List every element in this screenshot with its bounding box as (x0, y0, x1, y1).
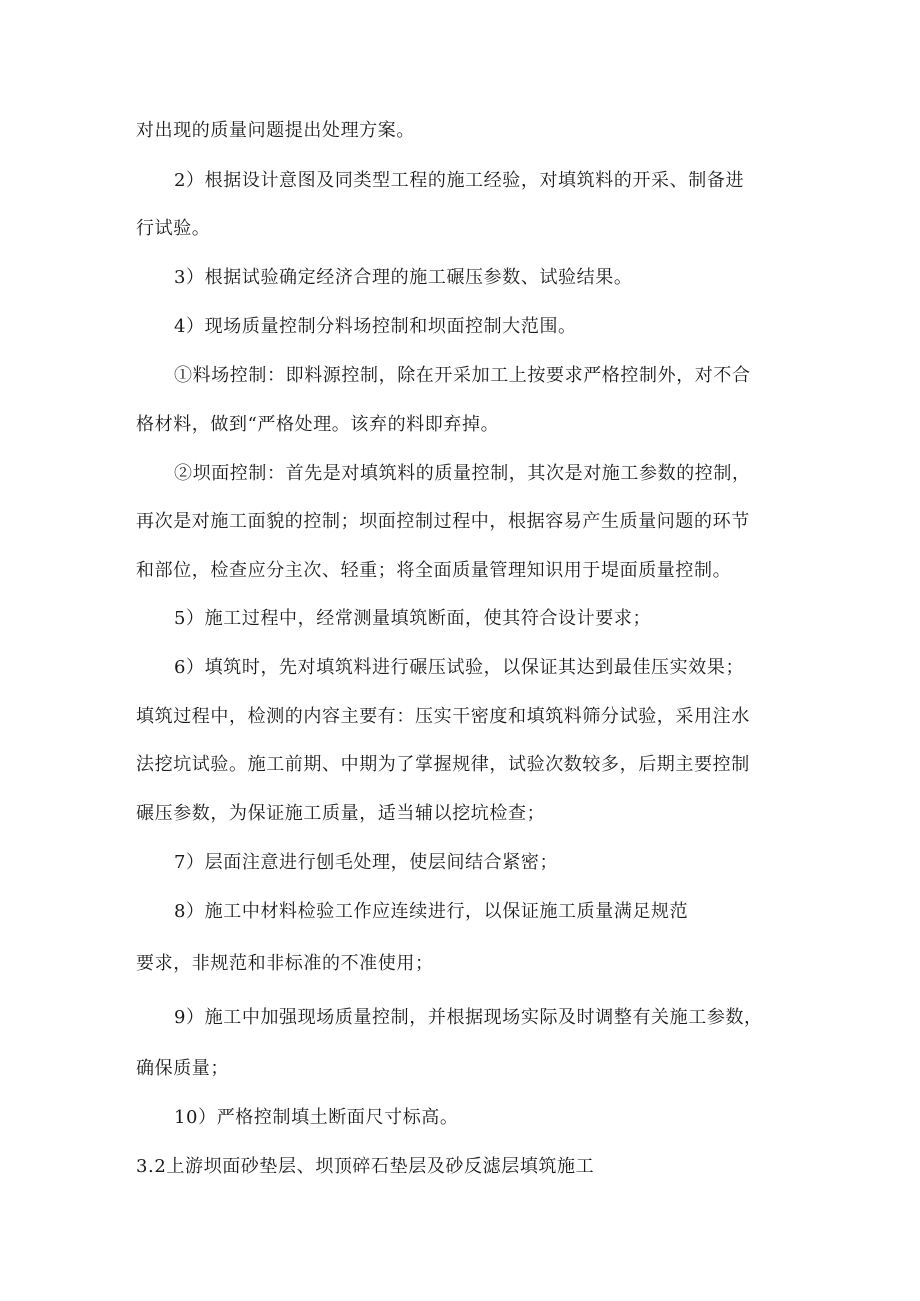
text-line: 对出现的质量问题提出处理方案。 (136, 120, 415, 141)
list-item-8: 8）施工中材料检验工作应连续进行，以保证施工质量满足规范 (174, 901, 689, 922)
text-line: 要求，非规范和非标准的不准使用； (136, 953, 434, 974)
sub-item-stockyard-control: ①料场控制：即料源控制，除在开采加工上按要求严格控制外，对不合 (174, 365, 751, 386)
list-item-5: 5）施工过程中，经常测量填筑断面，使其符合设计要求； (174, 608, 652, 629)
text-line: 和部位，检查应分主次、轻重；将全面质量管理知识用于堤面质量控制。 (136, 560, 732, 581)
list-item-7: 7）层面注意进行刨毛处理，使层间结合紧密； (174, 852, 559, 873)
text-line: 填筑过程中，检测的内容主要有：压实干密度和填筑料筛分试验，采用注水 (136, 706, 750, 727)
list-item-3: 3）根据试验确定经济合理的施工碾压参数、试验结果。 (174, 267, 633, 288)
text-line: 再次是对施工面貌的控制；坝面控制过程中，根据容易产生质量问题的环节 (136, 511, 750, 532)
list-item-2: 2）根据设计意图及同类型工程的施工经验，对填筑料的开采、制备进 (174, 170, 745, 191)
list-item-4: 4）现场质量控制分料场控制和坝面控制大范围。 (174, 316, 577, 337)
text-line: 行试验。 (136, 218, 211, 239)
list-item-9: 9）施工中加强现场质量控制，并根据现场实际及时调整有关施工参数， (174, 1007, 763, 1028)
text-line: 法挖坑试验。施工前期、中期为了掌握规律，试验次数较多，后期主要控制 (136, 754, 750, 775)
text-line: 格材料，做到“严格处理。该弃的料即弃掉。 (136, 414, 500, 435)
text-line: 碾压参数，为保证施工质量，适当辅以挖坑检查； (136, 803, 546, 824)
list-item-6: 6）填筑时，先对填筑料进行碾压试验，以保证其达到最佳压实效果； (174, 657, 745, 678)
sub-item-dam-surface-control: ②坝面控制：首先是对填筑料的质量控制，其次是对施工参数的控制， (174, 463, 751, 484)
section-heading: 3.2上游坝面砂垫层、坝顶碎石垫层及砂反滤层填筑施工 (136, 1156, 595, 1177)
text-line: 确保质量； (136, 1058, 229, 1079)
list-item-10: 10）严格控制填土断面尺寸标高。 (174, 1107, 459, 1128)
